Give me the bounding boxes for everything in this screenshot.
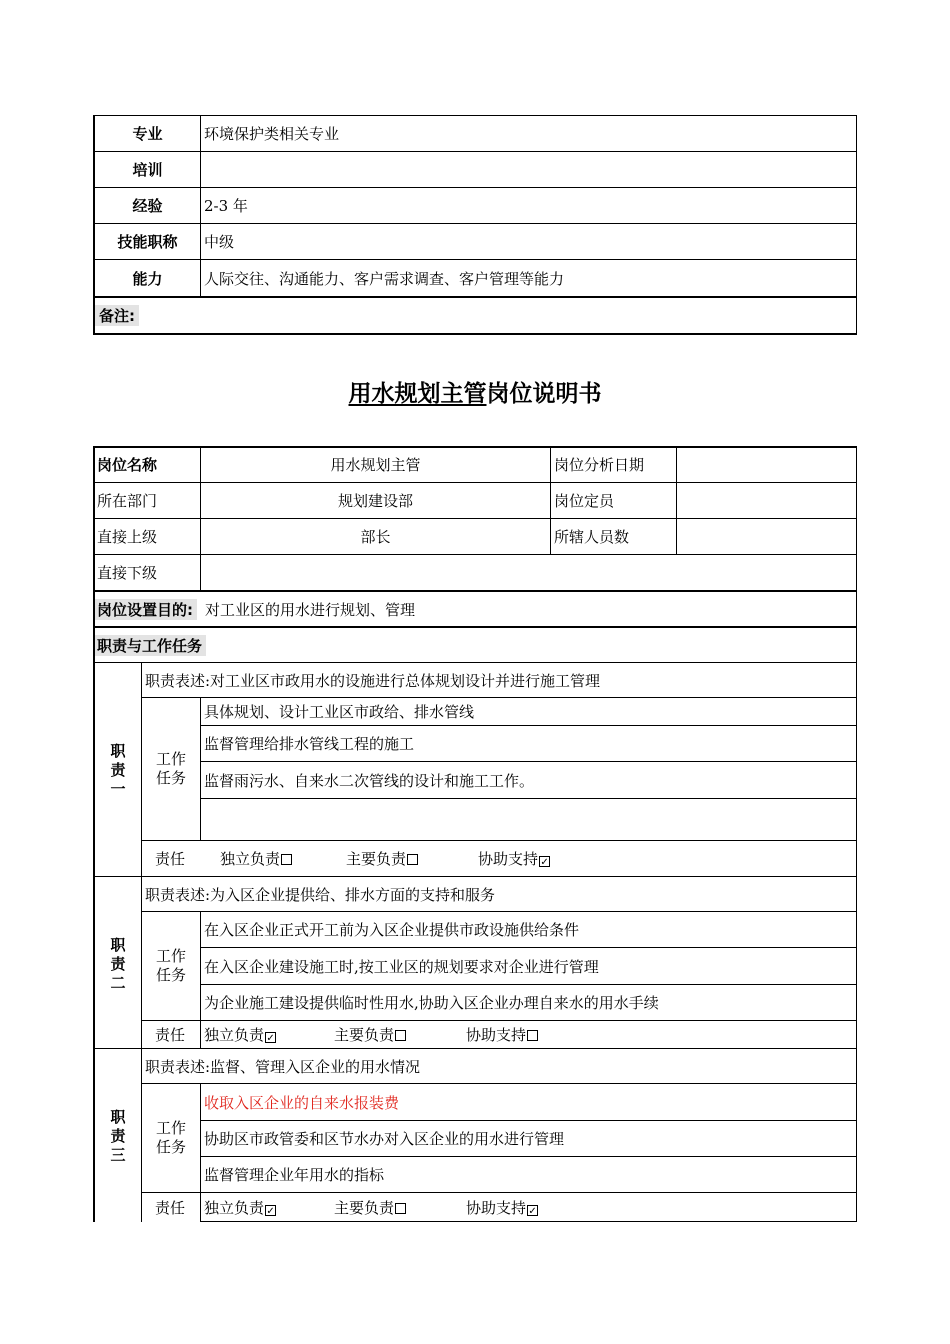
duty-1-responsibility-label: 责任 <box>155 850 186 868</box>
resp-option-independent: 独立负责 <box>220 848 292 869</box>
checkbox-icon[interactable] <box>395 1203 406 1214</box>
staff-count-label: 所辖人员数 <box>554 528 630 546</box>
duty-3-name: 职 责 三 <box>110 1108 126 1164</box>
checkbox-icon[interactable] <box>395 1030 406 1041</box>
checkbox-icon[interactable]: ✓ <box>528 1205 537 1217</box>
duty-2-responsibility-options <box>204 1021 538 1048</box>
note-label: 备注: <box>95 298 139 333</box>
checkbox-icon[interactable]: ✓ <box>266 1033 275 1044</box>
duty-1-task-2: 监督管理给排水管线工程的施工 <box>204 735 415 753</box>
resp-option-assist: 协助支持 <box>466 1024 538 1045</box>
document-title <box>0 375 950 408</box>
headcount-label: 岗位定员 <box>554 492 615 510</box>
resp-option-main: 主要负责 <box>334 1024 406 1045</box>
duty-3-responsibility-options <box>204 1193 538 1221</box>
duty-2-work-task-label: 工作 任务 <box>155 947 186 984</box>
duty-2-responsibility-label: 责任 <box>155 1026 186 1044</box>
checkbox-icon[interactable]: ✓ <box>540 857 549 868</box>
duty-1-work-task-label: 工作 任务 <box>155 750 186 787</box>
duty-3-description: 职责表述:监督、管理入区企业的用水情况 <box>145 1057 421 1076</box>
duty-2-task-3: 为企业施工建设提供临时性用水,协助入区企业办理自来水的用水手续 <box>204 994 659 1012</box>
duty-3-task-2: 协助区市政管委和区节水办对入区企业的用水进行管理 <box>204 1130 565 1148</box>
duty-3-responsibility-label: 责任 <box>155 1198 186 1217</box>
skill-title-value: 中级 <box>204 233 235 251</box>
analysis-date-label: 岗位分析日期 <box>554 456 645 474</box>
ability-value: 人际交往、沟通能力、客户需求调查、客户管理等能力 <box>204 269 565 288</box>
duty-2-description: 职责表述:为入区企业提供给、排水方面的支持和服务 <box>145 885 496 904</box>
training-label: 培训 <box>132 161 163 179</box>
checkbox-icon[interactable] <box>527 1030 538 1041</box>
superior-value: 部长 <box>360 528 391 546</box>
title-position-name: 用水规划主管 <box>348 381 487 407</box>
resp-option-assist: 协助支持 ✓ <box>466 1198 537 1217</box>
duty-1-description: 职责表述:对工业区市政用水的设施进行总体规划设计并进行施工管理 <box>145 671 601 690</box>
duty-2-task-2: 在入区企业建设施工时,按工业区的规划要求对企业进行管理 <box>204 957 599 976</box>
position-name-label: 岗位名称 <box>97 456 158 474</box>
checkbox-icon[interactable]: ✓ <box>266 1205 275 1217</box>
major-label: 专业 <box>132 125 163 143</box>
duties-header: 职责与工作任务 <box>95 628 206 662</box>
resp-option-independent: 独立负责 ✓ <box>204 1026 275 1044</box>
purpose-row <box>95 592 415 626</box>
duty-1-name: 职 责 一 <box>110 742 126 798</box>
duty-3-task-1: 收取入区企业的自来水报装费 <box>204 1093 400 1112</box>
duty-3-work-task-label: 工作 任务 <box>155 1119 186 1156</box>
resp-option-assist: 协助支持 ✓ <box>478 850 549 868</box>
duty-1-task-3: 监督雨污水、自来水二次管线的设计和施工工作。 <box>204 771 535 790</box>
checkbox-icon[interactable] <box>281 854 292 865</box>
experience-label: 经验 <box>132 197 163 215</box>
duty-1-task-1: 具体规划、设计工业区市政给、排水管线 <box>204 703 475 721</box>
ability-label: 能力 <box>132 269 163 288</box>
skill-title-label: 技能职称 <box>117 233 178 251</box>
department-label: 所在部门 <box>97 492 158 510</box>
experience-value: 2-3 年 <box>204 197 248 215</box>
subordinate-label: 直接下级 <box>97 564 158 582</box>
duty-3-task-3: 监督管理企业年用水的指标 <box>204 1166 385 1184</box>
purpose-value: 对工业区的用水进行规划、管理 <box>205 600 416 619</box>
duty-1-responsibility-options <box>220 841 550 876</box>
resp-option-main: 主要负责 <box>346 848 418 869</box>
department-value: 规划建设部 <box>337 492 413 510</box>
resp-option-independent: 独立负责 ✓ <box>204 1198 275 1217</box>
superior-label: 直接上级 <box>97 528 158 546</box>
title-suffix: 岗位说明书 <box>486 381 602 407</box>
position-name-value: 用水规划主管 <box>330 456 421 474</box>
resp-option-main: 主要负责 <box>334 1197 406 1218</box>
purpose-label: 岗位设置目的: <box>95 599 197 620</box>
major-value: 环境保护类相关专业 <box>204 125 340 143</box>
duty-2-task-1: 在入区企业正式开工前为入区企业提供市政设施供给条件 <box>204 921 580 939</box>
duty-2-name: 职 责 二 <box>110 936 126 992</box>
checkbox-icon[interactable] <box>407 854 418 865</box>
